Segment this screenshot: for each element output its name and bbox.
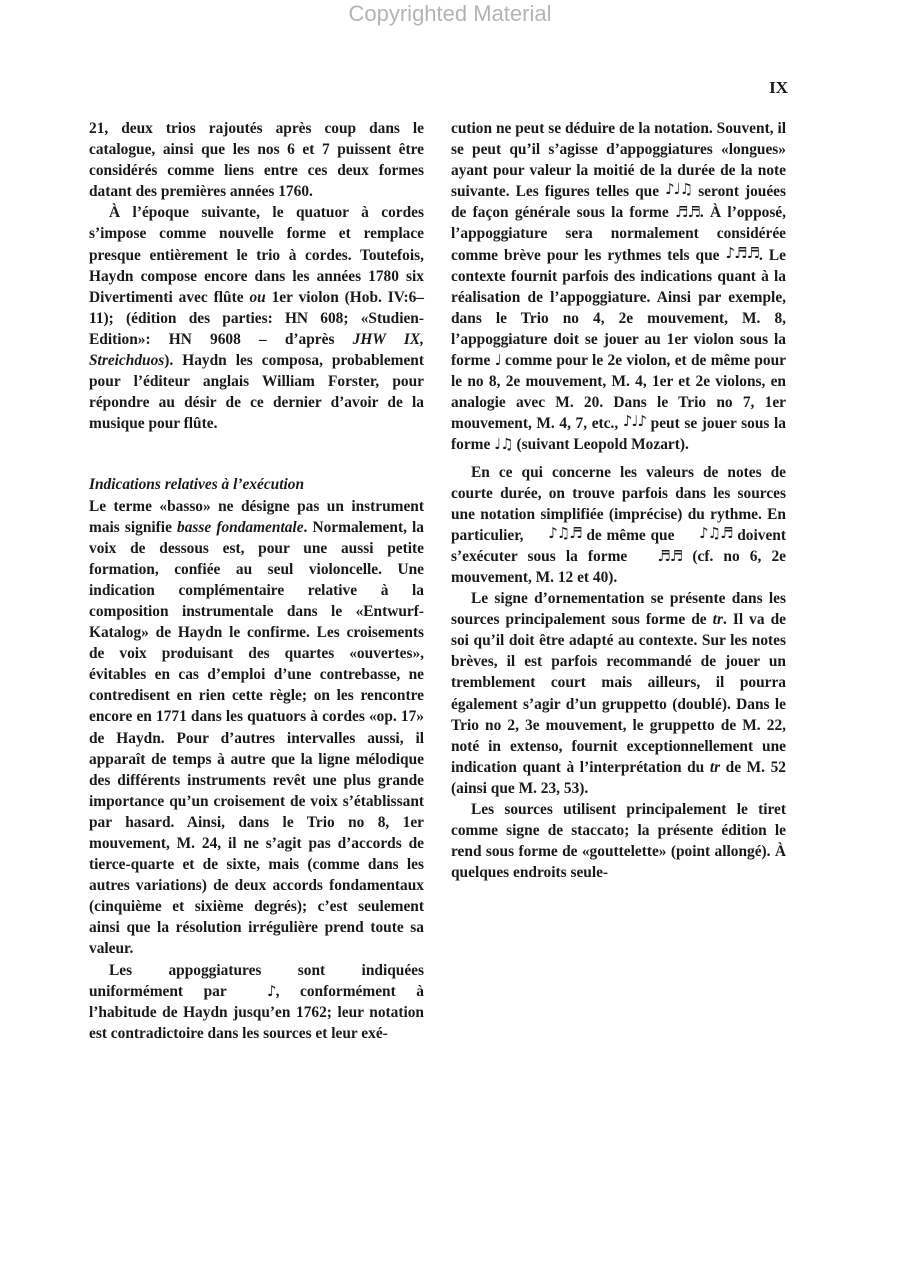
music-figure-icon: ♪♫♬ — [699, 523, 733, 542]
paragraph: Les sources utilisent principalement le tiret comme signe de staccato; la présente édition le rend sous forme de «gouttelette» (point allongé). À quelques endroits seule- — [451, 801, 786, 882]
text-run: (suivant Leopold Mozart). — [512, 436, 689, 454]
paragraph — [451, 462, 786, 589]
text-run: Le signe d’ornementation se présente dans les sources principalement sous forme de — [451, 590, 786, 629]
copyright-watermark: Copyrighted Material — [348, 1, 552, 26]
text-run: comme pour le 2e violon, et de même pour le no 8, 2e mouvement, M. 4, 1er et 2e violons, en analogie avec M. 20. Dans le Trio no 7, 1er mouvement, M. 4, 7, etc., — [451, 352, 786, 433]
music-figure-icon: ♪♫♬ — [548, 523, 582, 542]
text-run: (cf. no 6, 2e mouvement, M. 12 et 40). — [451, 547, 786, 586]
text-run: À l’époque suivante, le quatuor à cordes s’impose comme nouvelle forme et remplace presque entièrement le trio à cordes. Toutefois, Haydn compose encore dans les années 1780 six Divertimenti avec flûte — [89, 204, 424, 306]
text-run: . À l’opposé, l’appoggiature sera normalement considérée comme brève pour les rythmes tels que — [451, 204, 786, 264]
text-run: . Le contexte fournit parfois des indications quant à la réalisation de l’appoggiature. Ainsi par exemple, dans le Trio no 4, 2e mouvement, M. 8, l’appoggiature doit se jouer au 1er violon sous la forme — [451, 246, 787, 370]
music-figure-icon: ♬♬ — [675, 203, 700, 222]
text-run: Les appoggiatures sont indiquées uniformément par — [89, 961, 424, 1000]
paragraph — [451, 588, 786, 799]
grace-note-icon: ♪ — [267, 981, 276, 1000]
music-figure-icon: ♪♬♬ — [725, 243, 760, 262]
music-figure-icon: ♪♩♫ — [665, 180, 693, 199]
text-run: Le terme «basso» ne désigne pas un instrument mais signifie — [89, 497, 424, 536]
music-figure-icon: ♪♩♪ — [622, 412, 647, 431]
quarter-note-icon: ♩ — [494, 351, 501, 370]
paragraph — [89, 960, 424, 1044]
italic-text: tr — [712, 611, 723, 629]
italic-text: basse fondamentale — [177, 518, 304, 536]
italic-text: ou — [249, 288, 266, 306]
music-figure-icon: ♬♬ — [657, 546, 683, 565]
text-run: , conformément à l’habitude de Haydn jusqu’en 1762; leur notation est contradictoire dans les sources et leur exé- — [89, 982, 424, 1042]
right-column — [451, 118, 786, 883]
text-run: de M. 52 (ainsi que M. 23, 53). — [451, 758, 786, 797]
text-run: . Normalement, la voix de dessous est, pour une aussi petite formation, confiée au seul violoncelle. Une indication complémentaire relative à la composition instrumentale dans le «Entwurf-Katalog» de Haydn le confirme. Les croisements de voix produisant des quartes «ouvertes», évitables en cas d’emploi d’une contrebasse, ne contredisent en rien cette règle; on les rencontre encore en 1771 dans les quatuors à cordes «op. 17» de Haydn. Pour d’autres intervalles aussi, il apparaît de temps à autre que la ligne mélodique des différents instruments revêt une plus grande importance qu’un croisement de voix s’établissant par hasard. Ainsi, dans le Trio no 8, 1er mouvement, M. 24, il ne s’agit pas d’accords de tierce-quarte et de sixte, mais (comme dans les autres variations) de deux accords fondamentaux (cinquième et sixième degrés); c’est seulement ainsi que la résolution irrégulière prend toute sa valeur. — [89, 518, 424, 958]
paragraph — [89, 202, 424, 434]
text-run: seront jouées de façon générale sous la forme — [451, 183, 786, 222]
music-figure-icon: ♩♫ — [494, 435, 513, 454]
text-run: ). Haydn les composa, probablement pour l’éditeur anglais William Forster, pour répondre au désir de ce dernier d’avoir de la musique pour flûte. — [89, 352, 424, 433]
italic-text: JHW IX, Streichduos — [89, 330, 424, 370]
text-run: En ce qui concerne les valeurs de notes de courte durée, on trouve parfois dans les sources une notation simplifiée (imprécise) du rythme. En particulier, — [451, 463, 786, 544]
text-run: cution ne peut se déduire de la notation. Souvent, il se peut qu’il s’agisse d’appoggiatures «longues» ayant pour valeur la moitié de la durée de la note suivante. Les figures telles que — [451, 120, 786, 201]
text-run: doivent s’exécuter sous la forme — [451, 526, 786, 565]
text-run: . Il va de soi qu’il doit être adapté au contexte. Sur les notes brèves, il est parfois recommandé de jouer un tremblement court mais ailleurs, il pourra également s’agir d’un gruppetto (doublé). Dans le Trio no 2, 3e mouvement, le gruppetto de M. 22, noté in extenso, fournit exceptionnellement une indication quant à l’interprétation du — [451, 611, 786, 776]
paragraph — [451, 118, 786, 456]
text-run: 1er violon (Hob. IV:6–11); (édition des parties: HN 608; «Studien-Edition»: HN 9608 – d’après — [89, 288, 424, 348]
text-run: peut se jouer sous la forme — [451, 415, 786, 454]
section-heading: Indications relatives à l’exécution — [89, 476, 305, 494]
italic-text: tr — [709, 758, 721, 776]
page-number: IX — [769, 78, 788, 97]
paragraph: 21, deux trios rajoutés après coup dans le catalogue, ainsi que les nos 6 et 7 puissent être considérés comme liens entre ces deux formes datant des premières années 1760. — [89, 120, 424, 201]
text-run: de même que — [581, 526, 680, 544]
paragraph — [89, 496, 424, 960]
left-column — [89, 118, 424, 1044]
